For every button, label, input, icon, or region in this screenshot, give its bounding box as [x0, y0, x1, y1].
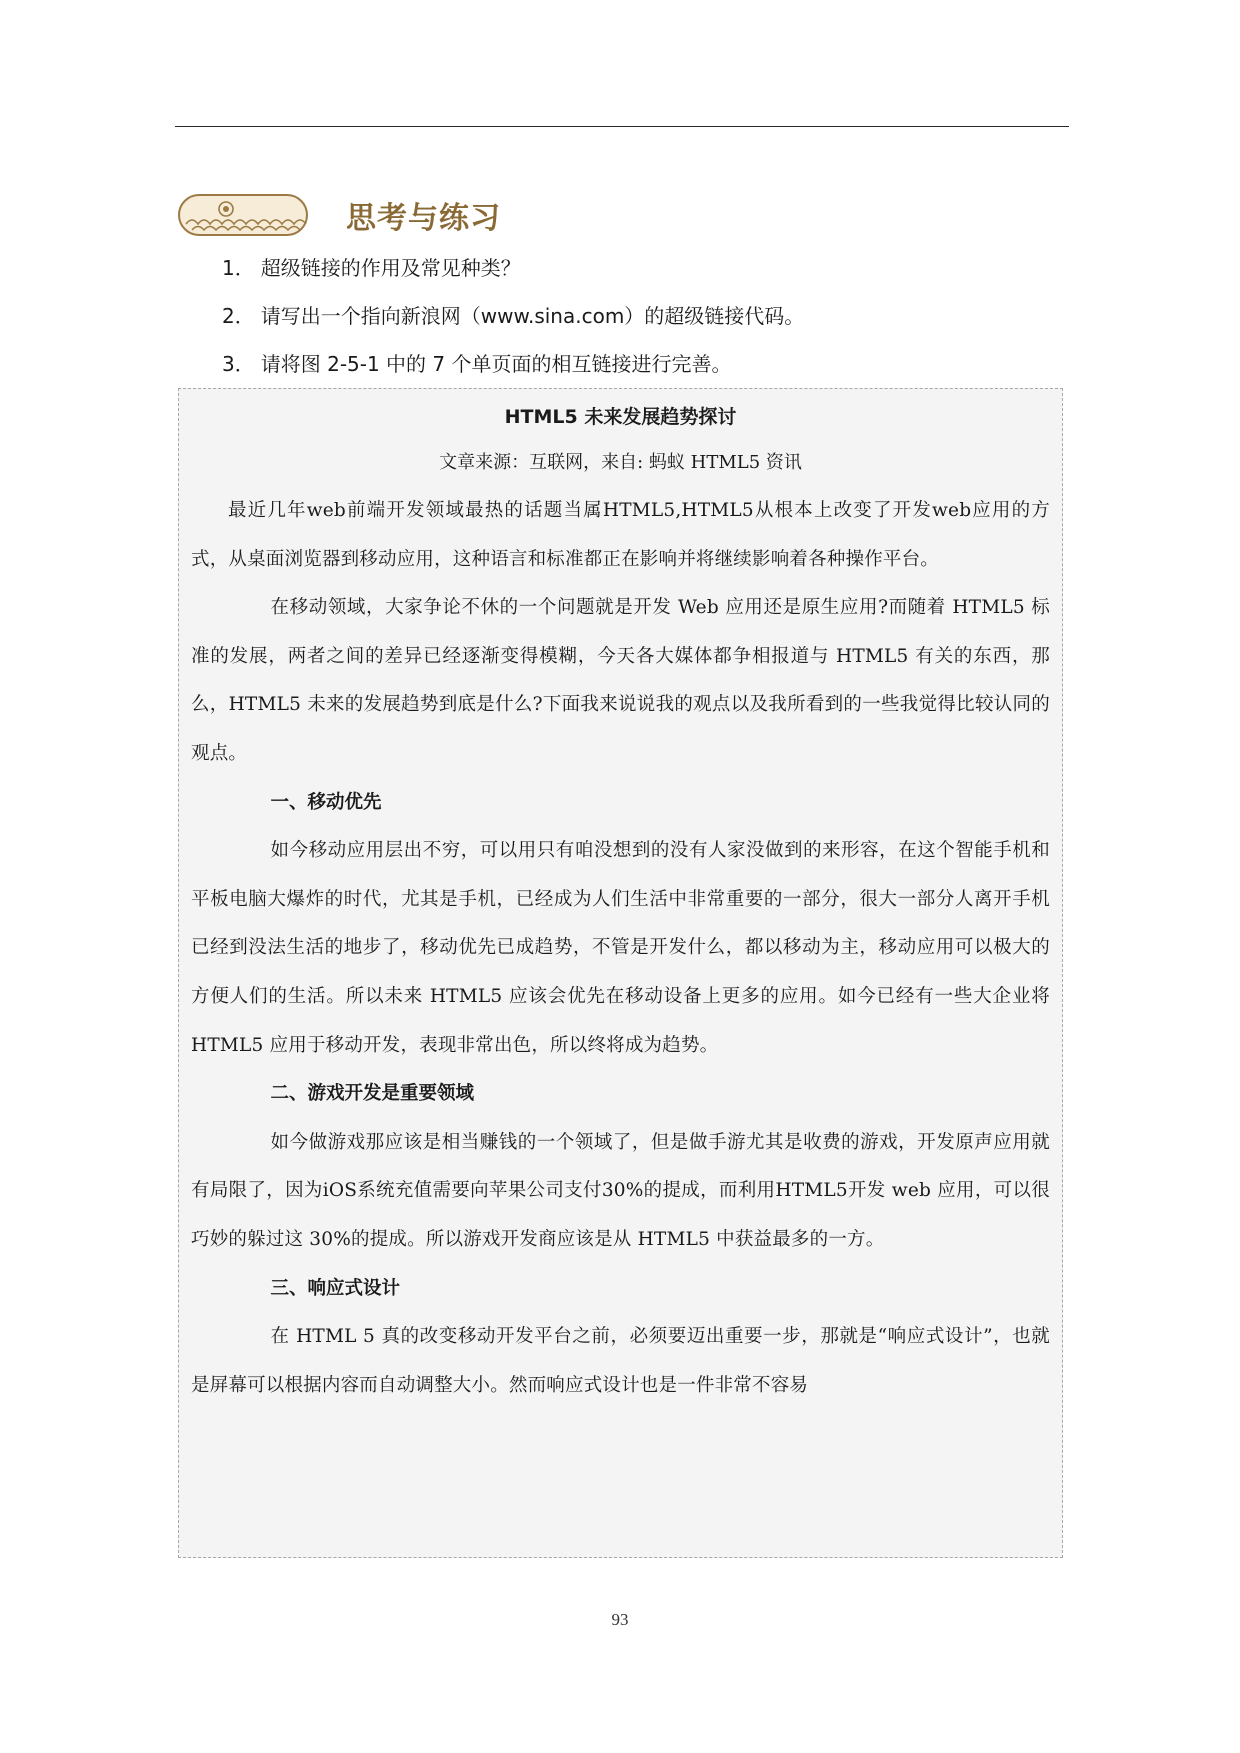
- article-paragraph: 在 HTML 5 真的改变移动开发平台之前，必须要迈出重要一步，那就是“响应式设计”，也就是屏幕可以根据内容而自动调整大小。然而响应式设计也是一件非常不容易: [191, 1326, 1050, 1396]
- question-item: [222, 296, 804, 344]
- question-item: [222, 344, 804, 392]
- article-heading: 一、移动优先: [270, 791, 382, 813]
- page-number: 93: [611, 1610, 629, 1629]
- article-box: [178, 388, 1063, 1558]
- question-text: 超级链接的作用及常见种类？: [260, 256, 521, 280]
- question-list: [222, 248, 804, 392]
- question-number: 2．: [222, 304, 255, 328]
- article-paragraph: 如今移动应用层出不穷，可以用只有咱没想到的没有人家没做到的来形容，在这个智能手机和平板电脑大爆炸的时代，尤其是手机，已经成为人们生活中非常重要的一部分，很大一部分人离开手机已经到没法生活的地步了，移动优先已成趋势，不管是开发什么，都以移动为主，移动应用可以极大的方便人们的生活。所以未来 HTML5 应该会优先在移动设备上更多的应用。如今已经有一些大企业将 HTML5 应用于移动开发，表现非常出色，所以终将成为趋势。: [191, 840, 1050, 1056]
- article-paragraph: 如今做游戏那应该是相当赚钱的一个领域了，但是做手游尤其是收费的游戏，开发原声应用就有局限了，因为iOS系统充值需要向苹果公司支付30%的提成，而利用HTML5开发 web 应用，可以很巧妙的躲过这 30%的提成。所以游戏开发商应该是从 HTML5 中获益最多的一方。: [191, 1131, 1050, 1250]
- question-number: 3．: [222, 352, 255, 376]
- question-text: 请写出一个指向新浪网（www.sina.com）的超级链接代码。: [260, 304, 805, 328]
- header-rule: [175, 126, 1069, 127]
- article-source: 文章来源：互联网，来自: 蚂蚁 HTML5 资讯: [439, 452, 802, 473]
- article-paragraph: 在移动领域，大家争论不休的一个问题就是开发 Web 应用还是原生应用?而随着 HTML5 标准的发展，两者之间的差异已经逐渐变得模糊，今天各大媒体都争相报道与 HTML5 有关的东西，那么，HTML5 未来的发展趋势到底是什么?下面我来说说我的观点以及我所看到的一些我觉得比较认同的观点。: [191, 597, 1050, 764]
- wave-sun-emblem-icon: [178, 194, 308, 236]
- section-title: 思考与练习: [346, 201, 501, 236]
- article-title: HTML5 未来发展趋势探讨: [504, 406, 737, 428]
- question-number: 1．: [222, 256, 255, 280]
- question-item: [222, 248, 804, 296]
- article-paragraph: 最近几年web前端开发领域最热的话题当属HTML5,HTML5从根本上改变了开发web应用的方式，从桌面浏览器到移动应用，这种语言和标准都正在影响并将继续影响着各种操作平台。: [191, 500, 1050, 570]
- article-heading: 二、游戏开发是重要领域: [270, 1083, 475, 1105]
- question-text: 请将图 2-5-1 中的 7 个单页面的相互链接进行完善。: [260, 352, 732, 376]
- article-heading: 三、响应式设计: [270, 1277, 401, 1299]
- section-header: [178, 193, 501, 237]
